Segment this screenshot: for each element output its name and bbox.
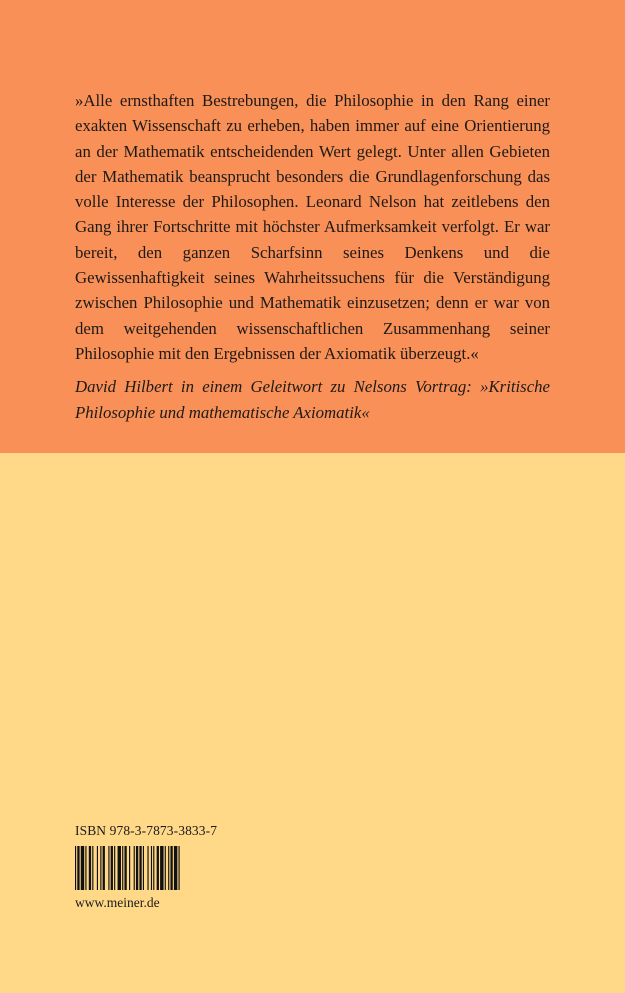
barcode-bar: [103, 846, 105, 890]
barcode-bar: [153, 846, 154, 890]
barcode-bar: [111, 846, 113, 890]
barcode-bar: [134, 846, 135, 890]
barcode-bar: [160, 846, 163, 890]
barcode-bar: [114, 846, 115, 890]
quote-text: »Alle ernsthaften Bestrebungen, die Philosophie in den Rang einer exakten Wissenschaft zu erheben, haben immer auf eine Orientierung an der Mathematik entscheidenden Wert gelegt. Unter allen Gebieten der Mathematik beansprucht besonders die Grundlagenforschung das volle Interesse der Philosophen. Leonard Nelson hat zeitlebens den Gang ihrer Fortschritte mit höchster Aufmerksamkeit verfolgt. Er war bereit, den ganzen Scharfsinn seines Denkens und die Gewissenhaftigkeit seines Wahrheitssuchens für die Verständigung zwischen Philosophie und Mathematik einzusetzen; denn er war von dem weitgehenden wissenschaftlichen Zusammenhang seiner Philosophie mit den Ergebnissen der Axiomatik überzeugt.«: [75, 91, 550, 363]
barcode-bar: [118, 846, 121, 890]
barcode-bar: [124, 846, 126, 890]
publisher-website: www.meiner.de: [75, 895, 160, 910]
barcode-bar: [139, 846, 141, 890]
barcode-bar: [92, 846, 93, 890]
barcode-bar: [129, 846, 130, 890]
barcode-bar: [157, 846, 159, 890]
barcode-bar: [122, 846, 123, 890]
barcode-bar: [147, 846, 148, 890]
quote-attribution: David Hilbert in einem Geleitwort zu Nelsons Vortrag: »Kritische Philosophie und mathematische Axiomatik«: [75, 377, 550, 422]
barcode-bar: [81, 846, 84, 890]
barcode-bar: [170, 846, 172, 890]
barcode-bar: [77, 846, 79, 890]
isbn-label: ISBN 978-3-7873-3833-7: [75, 823, 218, 838]
barcode-bar: [100, 846, 101, 890]
barcode-bar: [89, 846, 91, 890]
barcode-image: [75, 846, 215, 890]
barcode-bar: [165, 846, 166, 890]
barcode-bar: [85, 846, 86, 890]
barcode-bar: [143, 846, 144, 890]
barcode-bar: [75, 846, 76, 890]
bottom-color-panel: [0, 453, 625, 993]
barcode-bar: [97, 846, 98, 890]
barcode-bar: [179, 846, 180, 890]
quote-block: [75, 88, 550, 425]
barcode-bar: [174, 846, 177, 890]
barcode-bar: [136, 846, 138, 890]
barcode-bar: [168, 846, 169, 890]
barcode-bar: [108, 846, 109, 890]
barcode-bar: [151, 846, 152, 890]
